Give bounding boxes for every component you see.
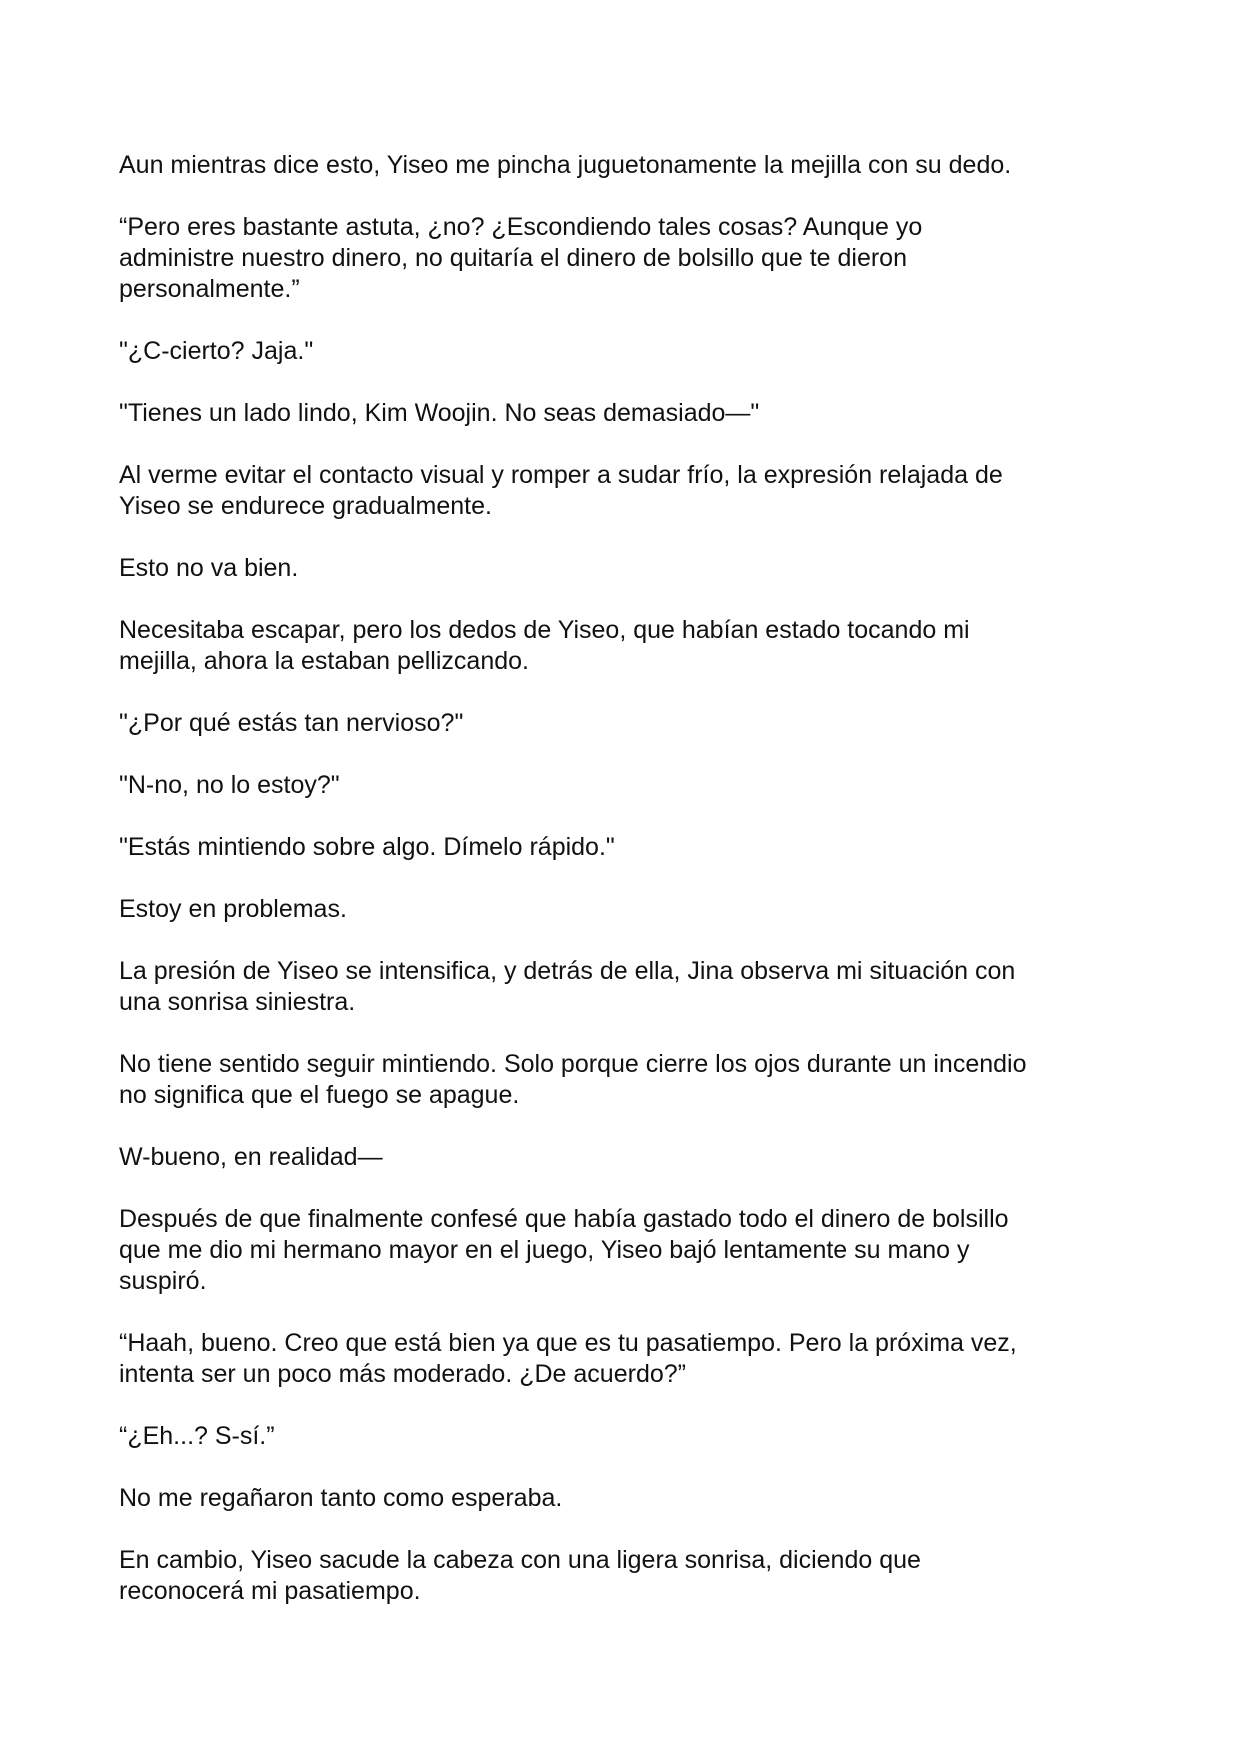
paragraph-5: Al verme evitar el contacto visual y romper a sudar frío, la expresión relajada de Yiseo se endurece gradualmente. (119, 461, 1003, 520)
paragraph-2: “Pero eres bastante astuta, ¿no? ¿Escondiendo tales cosas? Aunque yo administre nuestro dinero, no quitaría el dinero de bolsillo que te dieron personalmente.” (119, 213, 923, 303)
document-body (119, 150, 1129, 1638)
paragraph-7: Necesitaba escapar, pero los dedos de Yiseo, que habían estado tocando mi mejilla, ahora la estaban pellizcando. (119, 616, 970, 675)
paragraph-1: Aun mientras dice esto, Yiseo me pincha juguetonamente la mejilla con su dedo. (119, 151, 1012, 179)
paragraph-8: "¿Por qué estás tan nervioso?" (119, 709, 464, 737)
paragraph-11: Estoy en problemas. (119, 895, 347, 923)
paragraph-17: “¿Eh...? S-sí.” (119, 1422, 275, 1450)
paragraph-18: No me regañaron tanto como esperaba. (119, 1484, 563, 1512)
paragraph-10: "Estás mintiendo sobre algo. Dímelo rápido." (119, 833, 615, 861)
paragraph-9: "N-no, no lo estoy?" (119, 771, 340, 799)
paragraph-6: Esto no va bien. (119, 554, 299, 582)
paragraph-14: W-bueno, en realidad— (119, 1143, 383, 1171)
paragraph-15: Después de que finalmente confesé que había gastado todo el dinero de bolsillo que me dio mi hermano mayor en el juego, Yiseo bajó lentamente su mano y suspiró. (119, 1205, 1009, 1295)
paragraph-13: No tiene sentido seguir mintiendo. Solo porque cierre los ojos durante un incendio no significa que el fuego se apague. (119, 1050, 1027, 1109)
paragraph-4: "Tienes un lado lindo, Kim Woojin. No seas demasiado—" (119, 399, 760, 427)
paragraph-16: “Haah, bueno. Creo que está bien ya que es tu pasatiempo. Pero la próxima vez, intenta ser un poco más moderado. ¿De acuerdo?” (119, 1329, 1017, 1388)
paragraph-12: La presión de Yiseo se intensifica, y detrás de ella, Jina observa mi situación con una sonrisa siniestra. (119, 957, 1016, 1016)
paragraph-19: En cambio, Yiseo sacude la cabeza con una ligera sonrisa, diciendo que reconocerá mi pasatiempo. (119, 1546, 921, 1605)
paragraph-3: "¿C-cierto? Jaja." (119, 337, 314, 365)
